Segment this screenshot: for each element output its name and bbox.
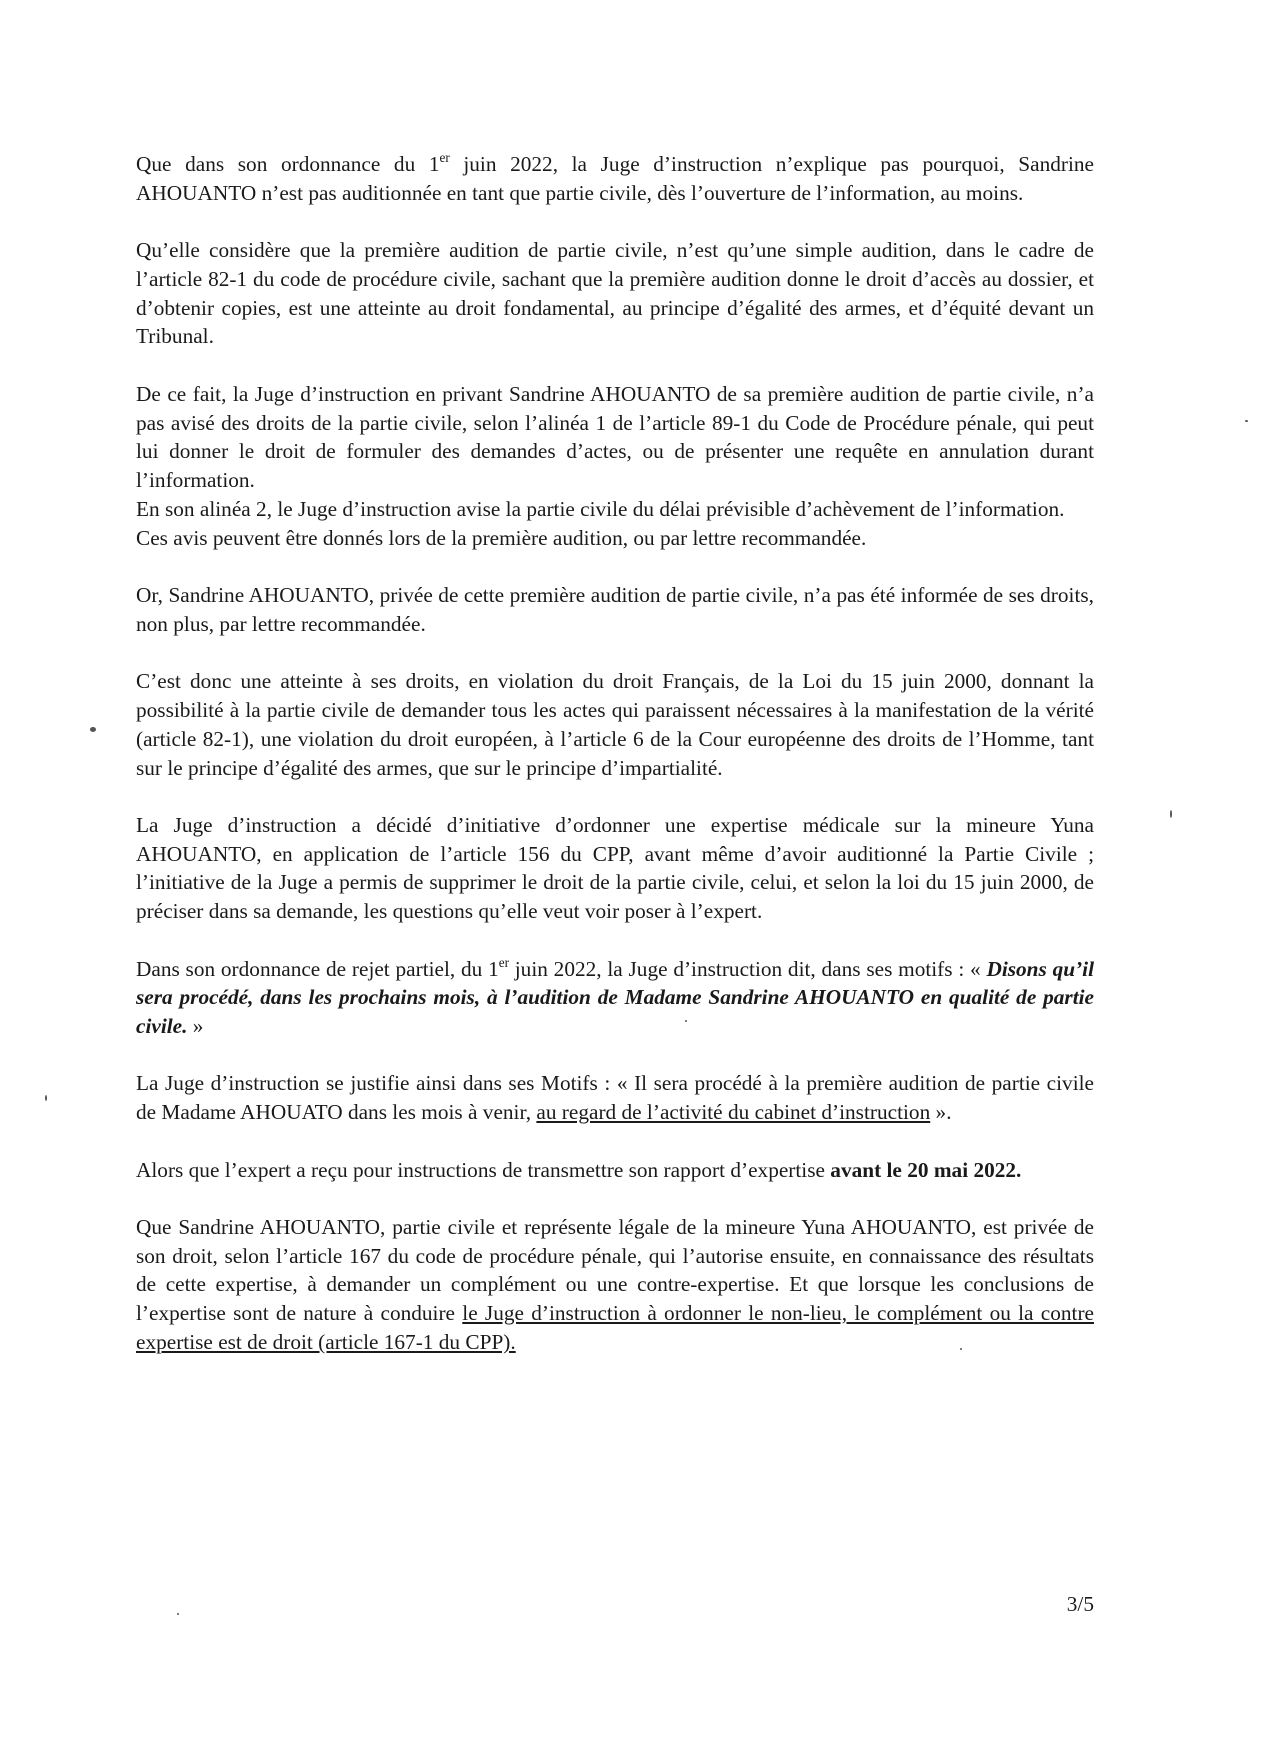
- scan-speck: [1170, 810, 1172, 818]
- paragraph-2: Qu’elle considère que la première audition de partie civile, n’est qu’une simple audition, dans le cadre de l’article 82-1 du code de procédure civile, sachant que la première audition donne le droit d’accès au dossier, et d’obtenir copies, est une atteinte au droit fondamental, au principe d’égalité des armes, et d’équité devant un Tribunal.: [136, 238, 1094, 349]
- scan-speck: [45, 1095, 47, 1101]
- paragraph-7: C’est donc une atteinte à ses droits, en violation du droit Français, de la Loi du 15 juin 2000, donnant la possibilité à la partie civile de demander tous les actes qui paraissent nécessaires à la manifestation de la vérité (article 82-1), une violation du droit européen, à l’article 6 de la Cour européenne des droits de l’Homme, tant sur le principe d’égalité des armes, que sur le principe d’impartialité.: [136, 669, 1094, 780]
- paragraph-1: Que dans son ordonnance du 1er juin 2022, la Juge d’instruction n’explique pas pourquoi, Sandrine AHOUANTO n’est pas auditionnée en tant que partie civile, dès l’ouverture de l’information, au moins.: [136, 150, 1094, 205]
- paragraph-5: Ces avis peuvent être donnés lors de la première audition, ou par lettre recommandée.: [136, 525, 867, 550]
- paragraph-6: Or, Sandrine AHOUANTO, privée de cette première audition de partie civile, n’a pas été informée de ses droits, non plus, par lettre recommandée.: [136, 583, 1094, 636]
- scan-speck: [685, 1020, 687, 1022]
- paragraph-4: En son alinéa 2, le Juge d’instruction avise la partie civile du délai prévisible d’achèvement de l’information.: [136, 496, 1065, 521]
- scan-speck: [960, 1348, 962, 1350]
- paragraph-11: Alors que l’expert a reçu pour instructions de transmettre son rapport d’expertise avant le 20 mai 2022.: [136, 1157, 1022, 1182]
- document-page: [136, 150, 1094, 1385]
- scan-speck: [177, 1613, 179, 1615]
- paragraph-9: Dans son ordonnance de rejet partiel, du 1er juin 2022, la Juge d’instruction dit, dans ses motifs : « Disons qu’il sera procédé, dans les prochains mois, à l’audition de Madame Sandrine AHOUANTO en qualité de partie civile. »: [136, 954, 1095, 1039]
- paragraph-10: La Juge d’instruction se justifie ainsi dans ses Motifs : « Il sera procédé à la première audition de partie civile de Madame AHOUATO dans les mois à venir, au regard de l’activité du cabinet d’instruction ».: [136, 1071, 1094, 1125]
- scan-speck: [1245, 420, 1248, 422]
- page-number: 3/5: [1066, 1592, 1094, 1616]
- paragraph-8: La Juge d’instruction a décidé d’initiative d’ordonner une expertise médicale sur la mineure Yuna AHOUANTO, en application de l’article 156 du CPP, avant même d’avoir auditionné la Partie Civile ; l’initiative de la Juge a permis de supprimer le droit de la partie civile, celui, et selon la loi du 15 juin 2000, de préciser dans sa demande, les questions qu’elle veut voir poser à l’expert.: [136, 812, 1094, 924]
- scan-speck: [90, 727, 96, 732]
- paragraph-12: Que Sandrine AHOUANTO, partie civile et représente légale de la mineure Yuna AHOUANTO, est privée de son droit, selon l’article 167 du code de procédure pénale, qui l’autorise ensuite, en connaissance des résultats de cette expertise, à demander un complément ou une contre-expertise. Et que lorsque les conclusions de l’expertise sont de nature à conduire le Juge d’instruction à ordonner le non-lieu, le complément ou la contre expertise est de droit (article 167-1 du CPP).: [136, 1214, 1094, 1354]
- paragraph-3: De ce fait, la Juge d’instruction en privant Sandrine AHOUANTO de sa première audition de partie civile, n’a pas avisé des droits de la partie civile, selon l’alinéa 1 de l’article 89-1 du Code de Procédure pénale, qui peut lui donner le droit de formuler des demandes d’actes, ou de présenter une requête en annulation durant l’information.: [136, 381, 1094, 493]
